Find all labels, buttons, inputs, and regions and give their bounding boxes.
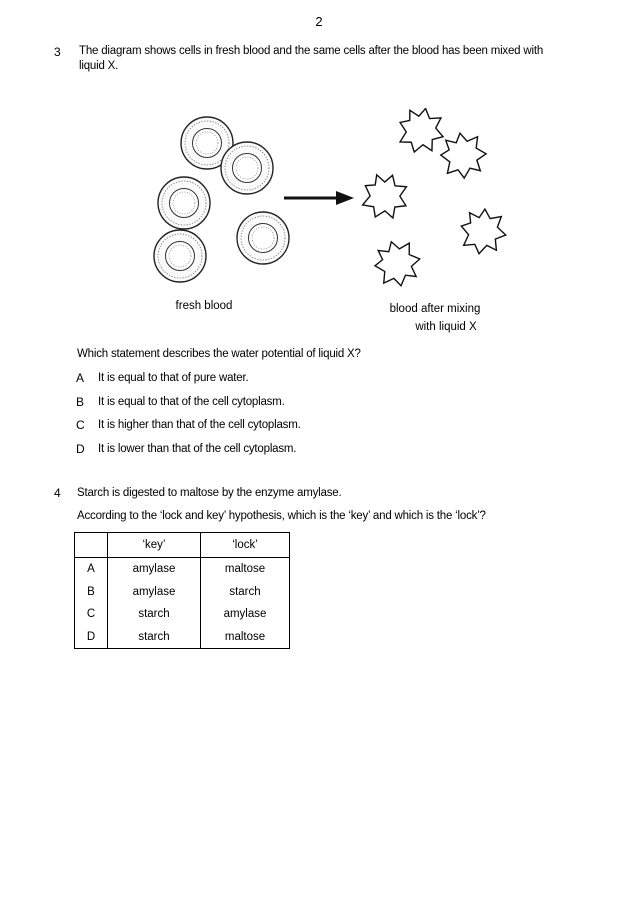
table-cell-key: starch <box>108 603 201 626</box>
question-3-prompt: Which statement describes the water potential of liquid X? <box>77 348 361 360</box>
page-number: 2 <box>315 14 323 29</box>
table-row <box>75 603 290 626</box>
q3-option-d-letter: D <box>76 442 85 456</box>
table-row <box>75 558 290 581</box>
caption-after-mixing-line-1: blood after mixing <box>389 303 481 315</box>
q3-option-b-letter: B <box>76 395 85 409</box>
question-3-number: 3 <box>54 45 61 59</box>
fresh-cells-group <box>154 117 289 282</box>
table-header-row <box>75 533 290 558</box>
table-cell-lock: starch <box>229 585 261 598</box>
table-cell-letter: B <box>75 581 108 604</box>
table-cell-key: amylase <box>108 558 201 581</box>
q3-option-a-letter: A <box>76 371 85 385</box>
caption-fresh-blood: fresh blood <box>175 300 233 312</box>
arrow-icon <box>284 191 354 205</box>
q3-option-c-text: It is higher than that of the cell cytoplasm. <box>98 419 301 431</box>
table-cell-letter: D <box>75 626 108 649</box>
table-row <box>75 581 290 604</box>
question-4-prompt: According to the ‘lock and key’ hypothesis, which is the ‘key’ and which is the ‘lock’? <box>77 510 486 522</box>
caption-after-mixing <box>370 300 500 336</box>
q3-option-a-text: It is equal to that of pure water. <box>98 372 249 384</box>
table-cell-lock: amylase <box>223 608 267 621</box>
table-cell-lock: maltose <box>224 563 266 576</box>
question-4-stem: Starch is digested to maltose by the enzyme amylase. <box>77 487 342 499</box>
question-3-stem <box>79 44 549 74</box>
answer-table <box>74 532 290 649</box>
table-header-blank <box>75 533 108 558</box>
q3-option-c-letter: C <box>76 418 85 432</box>
table-cell-key: starch <box>108 626 201 649</box>
blood-cells-diagram <box>140 108 520 303</box>
table-header-lock: ‘lock’ <box>201 533 290 558</box>
caption-after-mixing-line-2: with liquid X <box>415 321 477 333</box>
table-header-key: ‘key’ <box>108 533 201 558</box>
q3-option-d-text: It is lower than that of the cell cytoplasm. <box>98 443 297 455</box>
table-cell-letter: C <box>75 603 108 626</box>
question-3-stem-line-2: liquid X. <box>79 60 119 72</box>
q3-option-b-text: It is equal to that of the cell cytoplasm. <box>98 396 285 408</box>
table-row <box>75 626 290 649</box>
crenated-cells-group <box>356 108 507 291</box>
table-cell-key: amylase <box>108 581 201 604</box>
question-3-stem-line-1: The diagram shows cells in fresh blood and the same cells after the blood has been mixed with <box>79 45 544 57</box>
question-4-number: 4 <box>54 486 61 500</box>
table-cell-letter: A <box>75 558 108 581</box>
table-cell-lock: maltose <box>224 630 266 643</box>
